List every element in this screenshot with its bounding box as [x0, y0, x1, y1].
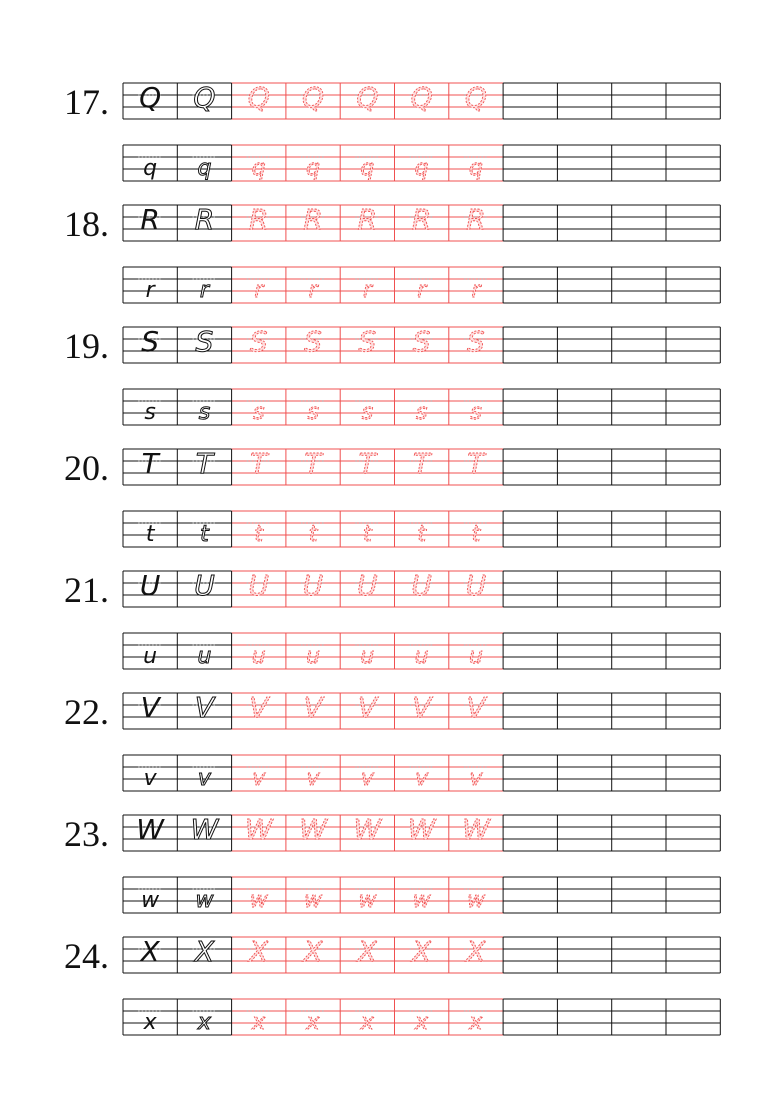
lowercase-letter: t — [200, 522, 209, 547]
lowercase-letter: t — [254, 522, 264, 547]
lowercase-writing-row[interactable] — [123, 511, 720, 547]
lowercase-letter: u — [197, 644, 212, 669]
lowercase-letter: v — [306, 766, 320, 791]
exercise-number: 24. — [64, 936, 109, 976]
uppercase-letter: R — [249, 203, 269, 236]
uppercase-letter: U — [411, 569, 432, 602]
lowercase-writing-row[interactable] — [123, 755, 720, 791]
lowercase-letter: s — [144, 400, 156, 425]
exercise-number: 17. — [64, 82, 109, 122]
lowercase-letter: s — [361, 400, 374, 425]
lowercase-letter: x — [252, 1010, 266, 1035]
uppercase-letter: Q — [193, 81, 216, 114]
uppercase-letter: T — [467, 447, 485, 480]
lowercase-letter: r — [254, 278, 264, 303]
uppercase-letter: V — [357, 691, 377, 724]
lowercase-letter: x — [415, 1010, 429, 1035]
lowercase-writing-row[interactable] — [123, 389, 720, 425]
lowercase-letter: w — [249, 888, 268, 913]
lowercase-letter: w — [358, 888, 377, 913]
lowercase-letter: t — [308, 522, 318, 547]
lowercase-letter: r — [145, 278, 155, 303]
uppercase-writing-row[interactable] — [123, 935, 720, 973]
lowercase-letter: q — [251, 156, 266, 181]
lowercase-letter: q — [360, 156, 375, 181]
uppercase-letter: X — [357, 935, 377, 968]
uppercase-letter: Q — [139, 81, 162, 114]
uppercase-letter: Q — [247, 81, 270, 114]
uppercase-writing-row[interactable] — [123, 447, 720, 485]
lowercase-letter: x — [360, 1010, 374, 1035]
lowercase-letter: t — [471, 522, 481, 547]
uppercase-letter: S — [412, 325, 431, 358]
uppercase-letter: U — [248, 569, 269, 602]
lowercase-letter: q — [197, 156, 212, 181]
uppercase-letter: T — [195, 447, 214, 480]
lowercase-letter: u — [414, 644, 429, 669]
letter-block — [64, 691, 720, 791]
letter-block — [64, 569, 720, 669]
lowercase-letter: t — [145, 522, 155, 547]
uppercase-letter: T — [413, 447, 431, 480]
uppercase-letter: R — [194, 203, 215, 236]
uppercase-letter: U — [302, 569, 324, 602]
lowercase-letter: q — [143, 156, 158, 181]
uppercase-letter: X — [303, 935, 323, 968]
lowercase-letter: t — [417, 522, 426, 547]
uppercase-letter: U — [139, 569, 161, 602]
uppercase-letter: X — [412, 935, 432, 968]
lowercase-letter: u — [251, 644, 266, 669]
lowercase-letter: s — [470, 400, 482, 425]
exercise-number: 23. — [64, 814, 109, 854]
letter-block — [64, 325, 720, 425]
lowercase-letter: q — [468, 156, 483, 181]
letter-block — [64, 81, 720, 181]
lowercase-letter: t — [363, 522, 372, 547]
uppercase-letter: W — [462, 813, 490, 846]
uppercase-letter: T — [358, 447, 376, 480]
uppercase-letter: W — [299, 813, 327, 846]
uppercase-letter: R — [140, 203, 160, 236]
letter-block — [64, 935, 720, 1035]
uppercase-letter: T — [141, 447, 159, 480]
exercise-number: 20. — [64, 448, 109, 488]
lowercase-letter: x — [197, 1010, 211, 1035]
lowercase-letter: r — [417, 278, 427, 303]
uppercase-letter: R — [357, 203, 378, 236]
uppercase-letter: U — [194, 569, 215, 602]
exercise-number: 19. — [64, 326, 109, 366]
uppercase-writing-row[interactable] — [123, 691, 720, 729]
lowercase-letter: r — [308, 278, 318, 303]
uppercase-letter: Q — [464, 81, 487, 114]
lowercase-letter: w — [412, 888, 431, 913]
uppercase-letter: V — [466, 691, 486, 724]
exercise-number: 22. — [64, 692, 109, 732]
lowercase-letter: v — [415, 766, 429, 791]
lowercase-letter: s — [415, 400, 428, 425]
lowercase-letter: q — [414, 156, 429, 181]
lowercase-letter: r — [199, 278, 209, 303]
uppercase-letter: S — [141, 325, 160, 358]
uppercase-letter: V — [194, 691, 215, 724]
uppercase-writing-row[interactable] — [123, 203, 720, 241]
uppercase-letter: V — [249, 691, 269, 724]
lowercase-letter: s — [198, 400, 211, 425]
lowercase-writing-row[interactable] — [123, 267, 720, 303]
uppercase-letter: U — [357, 569, 378, 602]
lowercase-letter: u — [468, 644, 483, 669]
uppercase-letter: U — [465, 569, 487, 602]
uppercase-letter: X — [140, 935, 160, 968]
exercise-number: 21. — [64, 570, 109, 610]
lowercase-letter: v — [360, 766, 374, 791]
uppercase-letter: W — [190, 813, 219, 846]
uppercase-letter: W — [244, 813, 273, 846]
uppercase-writing-row[interactable] — [123, 325, 720, 363]
uppercase-letter: X — [466, 935, 486, 968]
uppercase-letter: Q — [356, 81, 379, 114]
lowercase-letter: v — [197, 766, 211, 791]
uppercase-letter: V — [412, 691, 432, 724]
lowercase-letter: u — [143, 644, 158, 669]
uppercase-letter: R — [466, 203, 486, 236]
lowercase-letter: w — [141, 888, 160, 913]
lowercase-letter: r — [471, 278, 481, 303]
uppercase-letter: S — [358, 325, 377, 358]
lowercase-letter: w — [195, 888, 214, 913]
lowercase-letter: u — [306, 644, 321, 669]
uppercase-letter: R — [303, 203, 323, 236]
uppercase-writing-row[interactable] — [123, 81, 720, 119]
lowercase-letter: q — [306, 156, 321, 181]
lowercase-letter: r — [362, 278, 372, 303]
uppercase-letter: Q — [410, 81, 433, 114]
uppercase-letter: T — [250, 447, 268, 480]
letter-block — [64, 203, 720, 303]
uppercase-letter: S — [304, 325, 322, 358]
lowercase-letter: v — [143, 766, 157, 791]
uppercase-letter: W — [407, 813, 436, 846]
lowercase-letter: x — [469, 1010, 483, 1035]
uppercase-letter: R — [411, 203, 432, 236]
uppercase-letter: W — [136, 813, 164, 846]
uppercase-writing-row[interactable] — [123, 813, 720, 851]
uppercase-letter: V — [140, 691, 160, 724]
lowercase-writing-row[interactable] — [123, 633, 720, 669]
lowercase-letter: v — [252, 766, 266, 791]
lowercase-letter: x — [306, 1010, 320, 1035]
lowercase-letter: w — [304, 888, 323, 913]
letter-block — [64, 447, 720, 547]
uppercase-writing-row[interactable] — [123, 569, 720, 607]
lowercase-letter: s — [307, 400, 319, 425]
lowercase-letter: w — [466, 888, 485, 913]
uppercase-letter: W — [353, 813, 382, 846]
lowercase-writing-row[interactable] — [123, 877, 720, 913]
lowercase-letter: x — [143, 1010, 157, 1035]
uppercase-letter: V — [303, 691, 323, 724]
uppercase-letter: S — [249, 325, 268, 358]
lowercase-letter: u — [360, 644, 375, 669]
uppercase-letter: X — [249, 935, 269, 968]
uppercase-letter: X — [194, 935, 215, 968]
uppercase-letter: S — [467, 325, 485, 358]
uppercase-letter: S — [195, 325, 214, 358]
lowercase-letter: v — [469, 766, 483, 791]
lowercase-writing-row[interactable] — [123, 999, 720, 1035]
lowercase-letter: s — [253, 400, 265, 425]
uppercase-letter: T — [304, 447, 322, 480]
uppercase-letter: Q — [302, 81, 325, 114]
lowercase-writing-row[interactable] — [123, 145, 720, 181]
exercise-number: 18. — [64, 204, 109, 244]
letter-block — [64, 813, 720, 913]
